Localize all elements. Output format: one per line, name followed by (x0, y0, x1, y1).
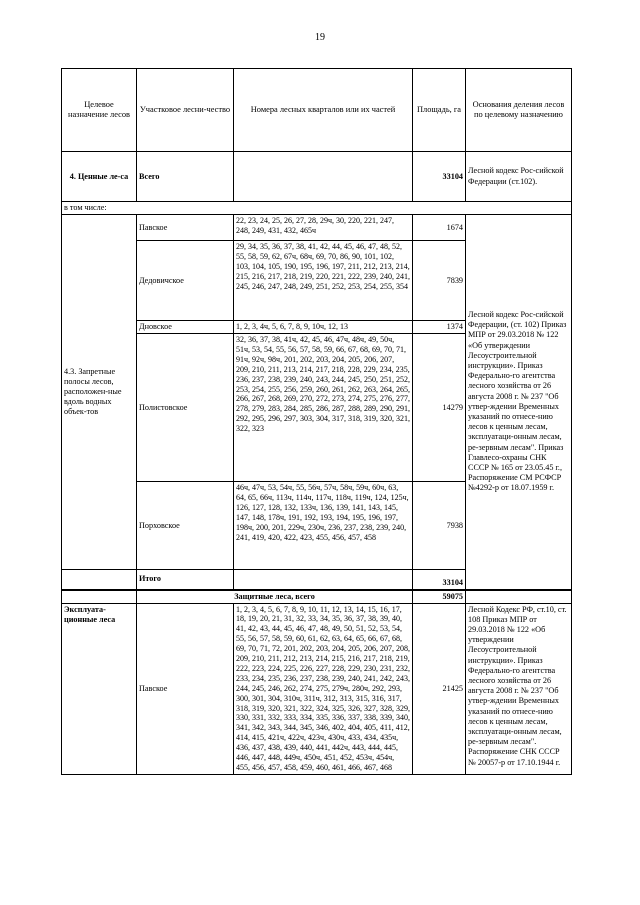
including-row (62, 202, 572, 215)
quarter-list: 22, 23, 24, 25, 26, 27, 28, 29ч, 30, 220, 221, 247, 248, 249, 431, 432, 465ч (234, 215, 413, 241)
protective-total-row (62, 590, 572, 604)
forestry-name: Полистовское (137, 334, 234, 482)
header-forestry: Участковое лесни-чество (137, 69, 234, 152)
quarter-list: 1, 2, 3, 4, 5, 6, 7, 8, 9, 10, 11, 12, 13, 14, 15, 16, 17, 18, 19, 20, 21, 31, 32, 33, 34, 35, 36, 37, 38, 39, 40, 41, 42, 43, 44, 45, 46, 47, 48, 49, 50, 51, 52, 53, 54, 55, 56, 57, 58, 59, 60, 61, 62, 63, 64, 65, 66, 67, 68, 69, 70, 71, 72, 201, 202, 203, 204, 205, 206, 207, 208, 209, 210, 211, 212, 213, 214, 215, 216, 217, 218, 219, 222, 223, 224, 225, 226, 227, 228, 229, 230, 231, 232, 233, 234, 235, 236, 237, 238, 239, 240, 241, 242, 243, 244, 245, 246, 262, 274, 275, 279ч, 280ч, 292, 293, 300, 301, 304, 310ч, 311ч, 312, 313, 315, 316, 317, 318, 319, 320, 321, 322, 324, 325, 326, 327, 328, 329, 330, 331, 332, 333, 334, 335, 336, 337, 338, 339, 340, 341, 342, 343, 344, 345, 346, 402, 404, 405, 411, 412, 414, 415, 421ч, 422ч, 423ч, 430ч, 433, 434, 435ч, 436, 437, 438, 439, 440, 441, 442ч, 443, 444, 445, 446, 447, 448, 449ч, 450ч, 451, 452, 453ч, 454ч, 455, 456, 457, 458, 459, 460, 461, 466, 467, 468 (234, 603, 413, 774)
subtotal-empty (62, 570, 137, 590)
forestry-name: Дедовичское (137, 241, 234, 321)
exploitation-basis: Лесной Кодекс РФ, ст.10, ст. 108 Приказ МПР от 29.03.2018 № 122 «Об утверждении Лесоустроительной инструкции». Приказ Федерально-го агентства лесного хозяйства от 26 августа 2008 г. № 237 "Об утвер-ждении Временных указаний по отнесе-нию лесов к ценным лесам, эксплуатаци-онным лесам, ре-зервным лесам". Распоряжение СНК СССР № 20057-р от 17.10.1944 г. (466, 603, 572, 774)
forestry-name: Павское (137, 215, 234, 241)
forestry-name: Дновское (137, 321, 234, 334)
table-row (62, 215, 572, 241)
area-value: 1374 (413, 321, 466, 334)
valuable-title: 4. Ценные ле-са (62, 152, 137, 202)
area-value: 21425 (413, 603, 466, 774)
valuable-total-quarters (234, 152, 413, 202)
table-header-row (62, 69, 572, 152)
area-value: 7938 (413, 482, 466, 570)
category-basis: Лесной кодекс Рос-сийской Федерации, (ст. 102) Приказ МПР от 29.03.2018 № 122 «Об утверждении Лесоустроительной инструкции». Приказ Федерально-го агентства лесного хозяйства от 26 августа 2008 г. № 237 "Об утвер-ждении Временных указаний по отнесе-нию лесов к ценным лесам, эксплуатаци-онным лесам, ре-зервным лесам". Приказ Главлесо-охраны СНК СССР № 165 от 23.05.45 г., Распоряжение СМ РСФСР №4292-р от 18.07.1959 г. (466, 215, 572, 590)
header-basis: Основания деления лесов по целевому назначению (466, 69, 572, 152)
area-value: 7839 (413, 241, 466, 321)
protective-empty-2 (466, 590, 572, 604)
valuable-total-area: 33104 (413, 152, 466, 202)
header-area: Площадь, га (413, 69, 466, 152)
forest-purpose-table (61, 68, 572, 775)
valuable-basis: Лесной кодекс Рос-сийской Федерации (ст.102). (466, 152, 572, 202)
subtotal-label: Итого (137, 570, 234, 590)
quarter-list: 32, 36, 37, 38, 41ч, 42, 45, 46, 47ч, 48ч, 49, 50ч, 51ч, 53, 54, 55, 56, 57, 58, 59, 66, 67, 68, 69, 70, 71, 91ч, 92ч, 98ч, 201, 202, 203, 204, 205, 206, 207, 209, 210, 211, 213, 214, 217, 218, 228, 229, 234, 235, 236, 237, 238, 239, 240, 243, 244, 245, 250, 251, 252, 253, 254, 255, 256, 259, 260, 261, 262, 263, 264, 265, 266, 267, 268, 269, 270, 272, 273, 274, 275, 276, 277, 278, 279, 283, 284, 285, 286, 287, 288, 289, 290, 291, 292, 295, 296, 297, 303, 304, 317, 318, 319, 320, 321, 322, 323 (234, 334, 413, 482)
forestry-name: Порховское (137, 482, 234, 570)
protective-total-area: 59075 (413, 590, 466, 604)
subtotal-area: 33104 (413, 570, 466, 590)
category-label: 4.3. Запретные полосы лесов, расположен-ные вдоль водных объек-тов (62, 215, 137, 570)
protective-empty-1 (62, 590, 137, 604)
area-value: 14279 (413, 334, 466, 482)
including-label: в том числе: (62, 202, 572, 215)
quarter-list: 46ч, 47ч, 53, 54ч, 55, 56ч, 57ч, 58ч, 59ч, 60ч, 63, 64, 65, 66ч, 113ч, 114ч, 117ч, 118ч, 119ч, 124, 125ч, 126, 127, 128, 132, 133ч, 136, 139, 141, 143, 145, 147, 148, 178ч, 191, 192, 193, 194, 195, 196, 197, 198ч, 200, 201, 229ч, 230ч, 236, 237, 238, 239, 240, 241, 419, 420, 422, 423, 455, 456, 457, 458 (234, 482, 413, 570)
header-purpose: Целевое назначение лесов (62, 69, 137, 152)
quarter-list: 29, 34, 35, 36, 37, 38, 41, 42, 44, 45, 46, 47, 48, 52, 55, 58, 59, 62, 67ч, 68ч, 69, 70, 86, 90, 101, 102, 103, 104, 105, 190, 195, 196, 197, 211, 212, 213, 214, 215, 216, 217, 218, 219, 220, 221, 222, 239, 240, 241, 245, 246, 247, 248, 249, 251, 252, 253, 254, 255, 354 (234, 241, 413, 321)
exploitation-title: Эксплуата-ционные леса (62, 603, 137, 774)
protective-total-label: Защитные леса, всего (137, 590, 413, 604)
area-value: 1674 (413, 215, 466, 241)
subtotal-quarters (234, 570, 413, 590)
page-number: 19 (315, 32, 325, 43)
exploitation-row (62, 603, 572, 774)
header-quarters: Номера лесных кварталов или их частей (234, 69, 413, 152)
valuable-total-label: Всего (137, 152, 234, 202)
quarter-list: 1, 2, 3, 4ч, 5, 6, 7, 8, 9, 10ч, 12, 13 (234, 321, 413, 334)
forestry-name: Павское (137, 603, 234, 774)
valuable-total-row (62, 152, 572, 202)
